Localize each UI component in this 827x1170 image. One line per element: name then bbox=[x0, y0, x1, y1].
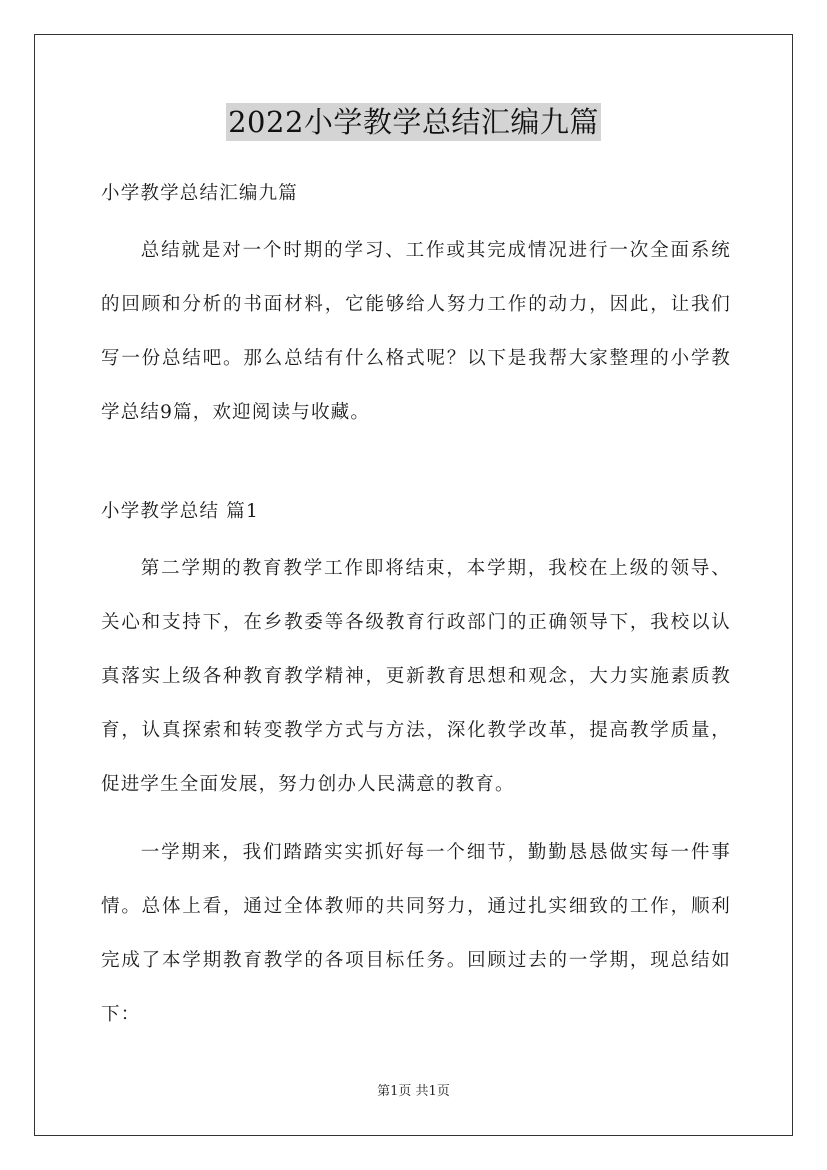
intro-heading: 小学教学总结汇编九篇 bbox=[101, 183, 299, 204]
intro-paragraph: 总结就是对一个时期的学习、工作或其完成情况进行一次全面系统的回顾和分析的书面材料，它能够给人努力工作的动力，因此，让我们写一份总结吧。那么总结有什么格式呢？以下是我帮大家整理的小学教学总结9篇，欢迎阅读与收藏。 bbox=[101, 240, 731, 423]
section-paragraph-2: 一学期来，我们踏踏实实抓好每一个细节，勤勤恳恳做实每一件事情。总体上看，通过全体教师的共同努力，通过扎实细致的工作，顺利完成了本学期教育教学的各项目标任务。回顾过去的一学期，现总结如下： bbox=[101, 842, 731, 1025]
page-footer: 第1页 共1页 bbox=[377, 1084, 450, 1099]
section-paragraph-1: 第二学期的教育教学工作即将结束，本学期，我校在上级的领导、关心和支持下，在乡教委等各级教育行政部门的正确领导下，我校以认真落实上级各种教育教学精神，更新教育思想和观念，大力实施素质教育，认真探索和转变教学方式与方法，深化教学改革，提高教学质量，促进学生全面发展，努力创办人民满意的教育。 bbox=[101, 558, 731, 795]
section-heading: 小学教学总结 篇1 bbox=[101, 501, 259, 522]
section-spacer bbox=[101, 440, 731, 492]
title-container bbox=[0, 103, 827, 141]
document-body bbox=[101, 174, 731, 1042]
document-title: 2022小学教学总结汇编九篇 bbox=[228, 105, 599, 139]
